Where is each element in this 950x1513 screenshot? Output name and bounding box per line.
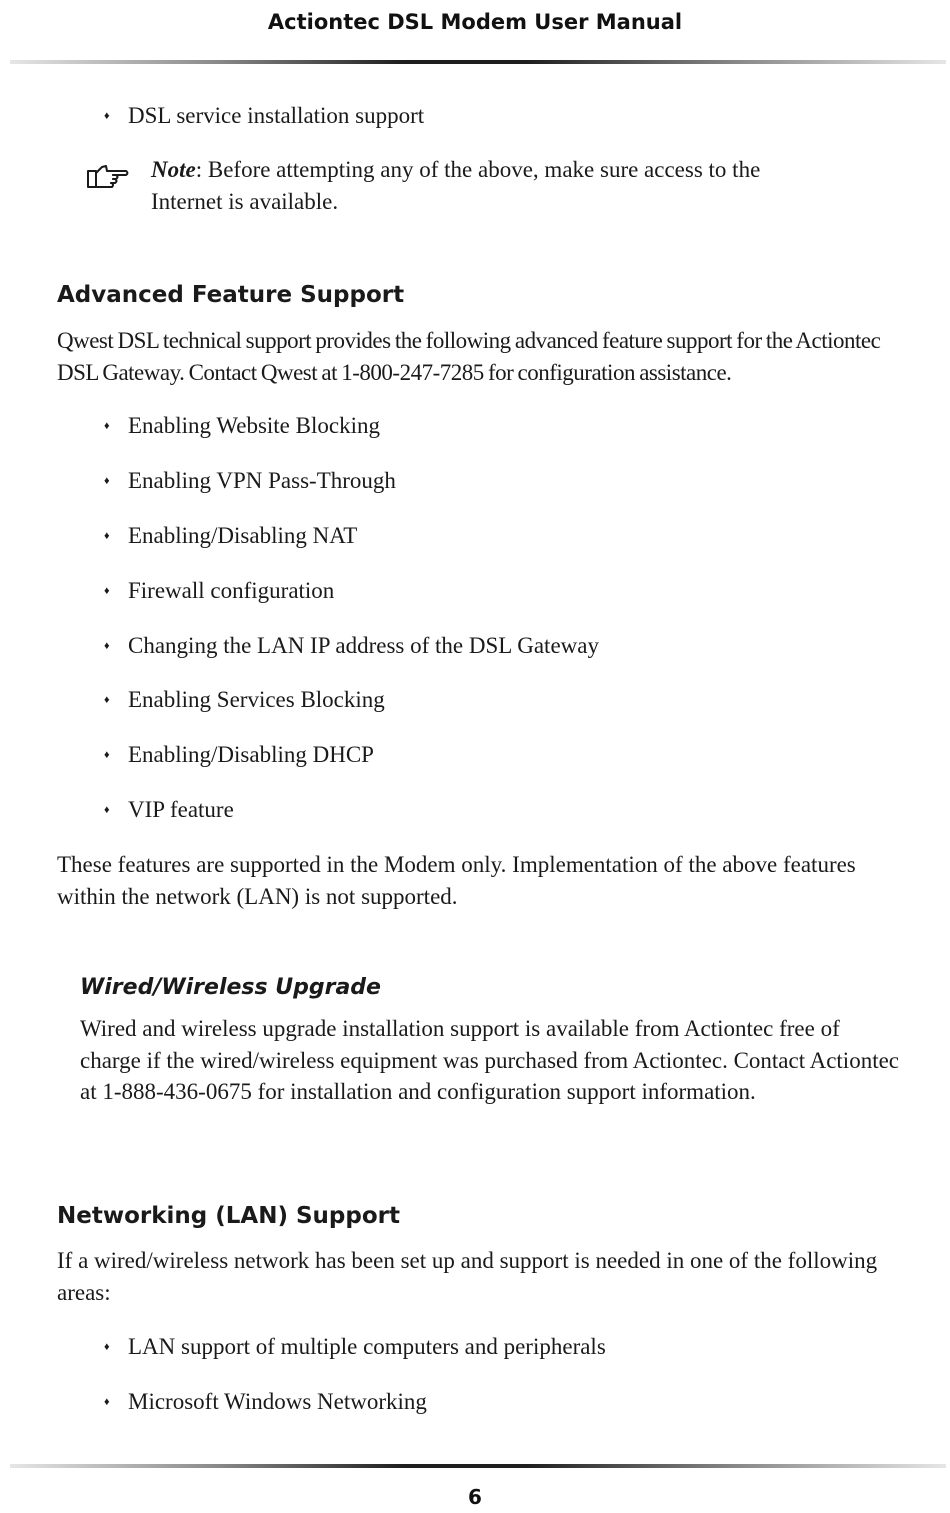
note-block <box>151 154 811 218</box>
bullet-icon: ♦ <box>104 749 110 761</box>
header-rule <box>10 60 946 64</box>
networking-intro-paragraph: If a wired/wireless network has been set up and support is needed in one of the following areas: <box>57 1248 878 1305</box>
list-item-text: Enabling Services Blocking <box>128 687 385 712</box>
list-item-text: Enabling/Disabling NAT <box>128 523 358 548</box>
list-item-text: Enabling Website Blocking <box>128 413 380 438</box>
bullet-icon: ♦ <box>104 1341 110 1353</box>
bullet-icon: ♦ <box>104 530 110 542</box>
bullet-icon: ♦ <box>104 420 110 432</box>
note-text: : Before attempting any of the above, make sure access to the Internet is available. <box>151 157 761 214</box>
advanced-intro-paragraph: Qwest DSL technical support provides the following advanced feature support for the Actiontec DSL Gateway. Contact Qwest at 1-800-247-7285 for configuration assistance. <box>57 328 881 385</box>
bullet-icon: ♦ <box>104 804 110 816</box>
section-heading-advanced: Advanced Feature Support <box>57 282 405 308</box>
list-item-text: Enabling/Disabling DHCP <box>128 742 374 767</box>
bullet-icon: ♦ <box>104 694 110 706</box>
list-item-text: Changing the LAN IP address of the DSL Gateway <box>128 633 599 658</box>
bullet-icon: ♦ <box>104 110 110 122</box>
bullet-icon: ♦ <box>104 1396 110 1408</box>
note-label: Note <box>151 157 196 182</box>
list-item-text: VIP feature <box>128 797 234 822</box>
footer-rule <box>10 1464 946 1468</box>
list-item-text: Enabling VPN Pass-Through <box>128 468 396 493</box>
list-item-text: Firewall configuration <box>128 578 335 603</box>
bullet-icon: ♦ <box>104 475 110 487</box>
page-number: 6 <box>468 1485 482 1509</box>
subsection-heading-upgrade: Wired/Wireless Upgrade <box>80 975 381 1000</box>
advanced-footer-paragraph: These features are supported in the Modem only. Implementation of the above features within the network (LAN) is not supported. <box>57 852 856 909</box>
section-heading-networking: Networking (LAN) Support <box>57 1203 401 1229</box>
pointing-hand-icon <box>86 162 130 190</box>
bullet-icon: ♦ <box>104 585 110 597</box>
list-item-text: Microsoft Windows Networking <box>128 1389 427 1414</box>
page-header-title: Actiontec DSL Modem User Manual <box>267 10 683 34</box>
upgrade-paragraph: Wired and wireless upgrade installation support is available from Actiontec free of charge if the wired/wireless equipment was purchased from Actiontec. Contact Actiontec at 1-888-436-0675 for installation and configuration support information. <box>80 1016 900 1104</box>
list-item-text: DSL service installation support <box>128 103 425 128</box>
bullet-icon: ♦ <box>104 640 110 652</box>
list-item-text: LAN support of multiple computers and peripherals <box>128 1334 606 1359</box>
